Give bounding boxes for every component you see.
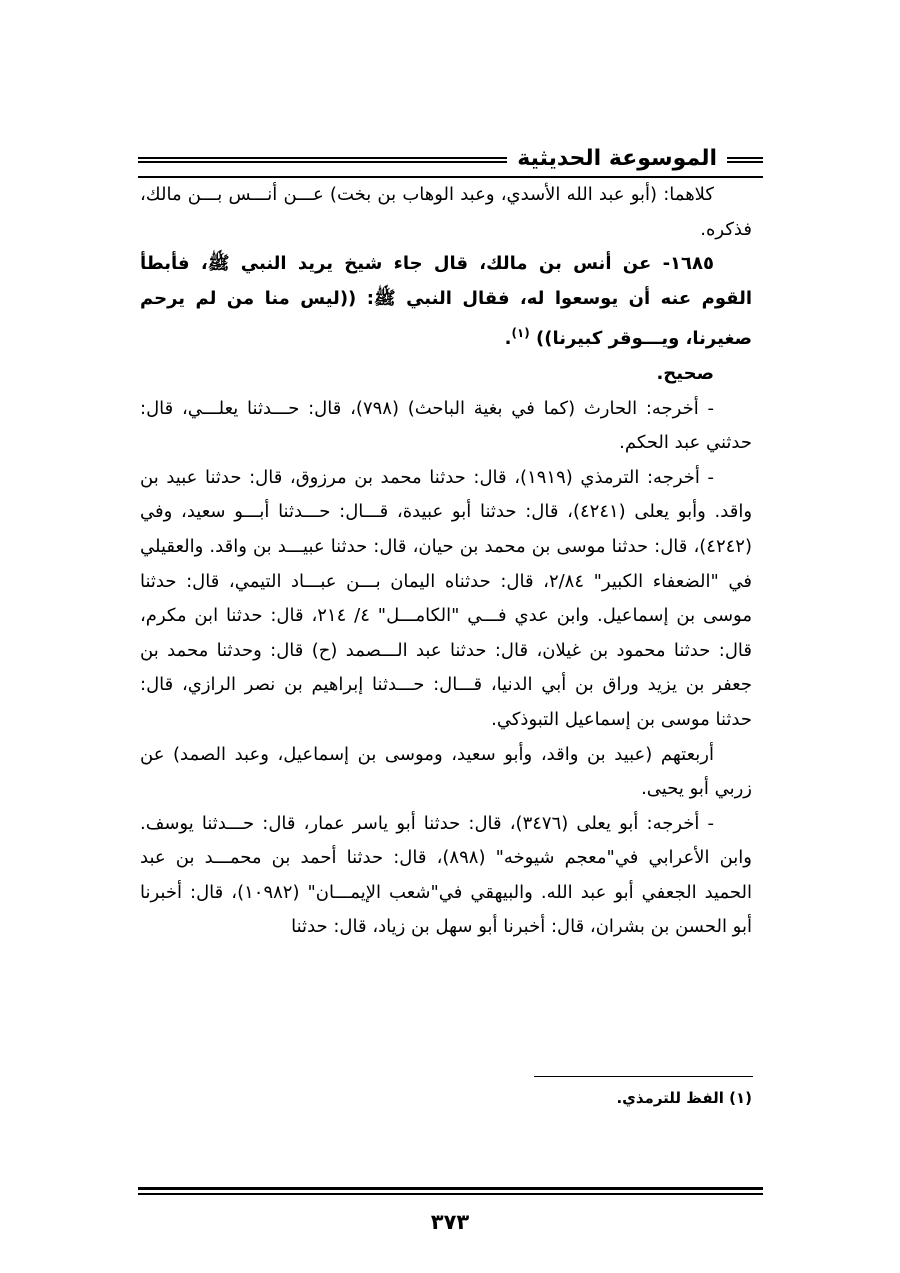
hadith-end: .	[504, 328, 512, 350]
takhrij-summary: أربعتهم (عبيد بن واقد، وأبو سعيد، وموسى بن إسماعيل، وعبد الصمد) عن زربي أبو يحيى.	[140, 743, 752, 800]
footnote-reference[interactable]: (١)	[511, 326, 530, 341]
header-rule-right	[723, 157, 763, 163]
footnote: (١) الفظ للترمذي.	[616, 1089, 752, 1107]
page-number: ٣٧٣	[430, 1210, 470, 1234]
page-title: الموسوعة الحديثية	[507, 144, 727, 174]
hadith-grade: صحيح.	[656, 362, 714, 384]
paragraph-narrators: كلاهما: (أبو عبد الله الأسدي، وعبد الوهاب بن بخت) عـــن أنـــس بـــن مالك، فذكره.	[140, 184, 752, 240]
main-text	[140, 178, 752, 945]
page-header	[138, 140, 763, 180]
takhrij-abu-yala: - أخرجه: أبو يعلى (٣٤٧٦)، قال: حدثنا أبو ياسر عمار، قال: حـــدثنا يوسف. وابن الأعرابي في"معجم شيوخه" (٨٩٨)، قال: حدثنا أحمد بن محمـــد بن عبد الحميد الجعفي أبو عبد الله. والبيهقي في"شعب الإيمـــان" (١٠٩٨٢)، قال: أخبرنا أبو الحسن بن بشران، قال: أخبرنا أبو سهل بن زياد، قال: حدثنا	[140, 812, 753, 938]
header-rule-left	[138, 157, 533, 163]
footnote-separator	[534, 1076, 753, 1077]
hadith-body: ١٦٨٥- عن أنس بن مالك، قال جاء شيخ يريد النبي ﷺ، فأبطأ القوم عنه أن يوسعوا له، فقال النبي ﷺ: ((ليس منا من لم يرحم صغيرنا، ويـــوقر كبيرنا))	[140, 253, 752, 350]
hadith-text	[140, 247, 752, 357]
takhrij-harith: - أخرجه: الحارث (كما في بغية الباحث) (٧٩٨)، قال: حـــدثنا يعلـــي، قال: حدثني عبد الحكم.	[140, 397, 752, 454]
takhrij-tirmidhi: - أخرجه: الترمذي (١٩١٩)، قال: حدثنا محمد بن مرزوق، قال: حدثنا عبيد بن واقد. وأبو يعلى (٤٢٤١)، قال: حدثنا أبو عبيدة، قـــال: حـــدثنا أبـــو سعيد، وفي (٤٢٤٢)، قال: حدثنا موسى بن محمد بن حيان، قال: حدثنا عبيـــد بن واقد. والعقيلي في "الضعفاء الكبير" ٢/٨٤، قال: حدثناه اليمان بـــن عبـــاد التيمي، قال: حدثنا موسى بن إسماعيل. وابن عدي فـــي "الكامـــل" ٤/ ٢١٤، قال: حدثنا ابن مكرم، قال: حدثنا محمود بن غيلان، قال: حدثنا عبد الـــصمد (ح) قال: وحدثنا محمد بن جعفر بن يزيد وراق بن أبي الدنيا، قـــال: حـــدثنا إبراهيم بن نصر الرازي، قال: حدثنا موسى بن إسماعيل التبوذكي.	[140, 466, 753, 730]
footer-rule	[138, 1187, 763, 1195]
